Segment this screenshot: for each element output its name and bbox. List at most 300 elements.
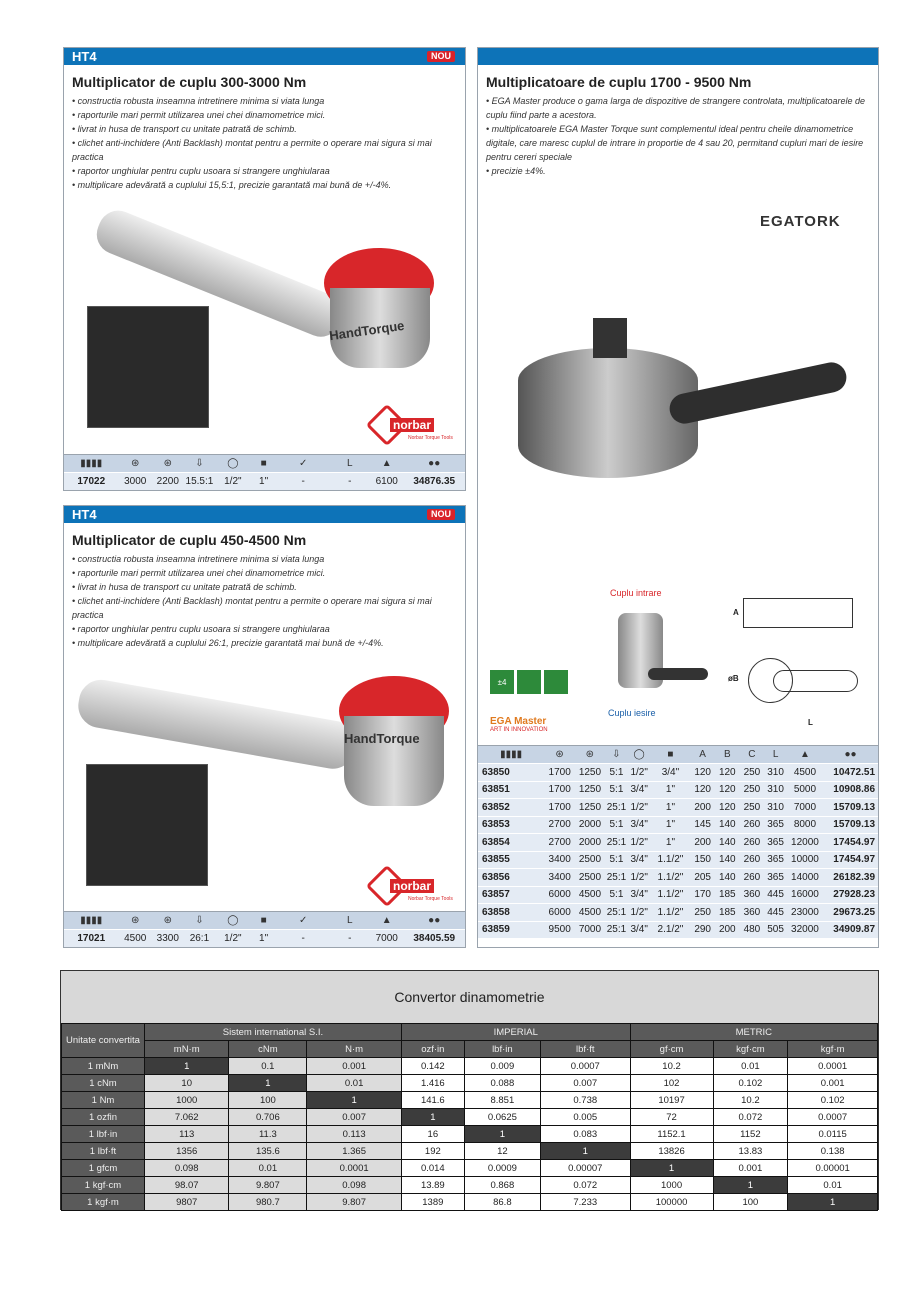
- table-cell: 86.8: [464, 1194, 540, 1211]
- row-label: 1 lbf·in: [62, 1126, 145, 1143]
- table-cell: 4500: [793, 766, 817, 778]
- barcode-icon: ▮▮▮▮: [80, 458, 103, 469]
- max-input-icon: ⊛: [555, 749, 564, 760]
- table-cell: 250: [694, 906, 711, 918]
- table-cell: 1/2": [630, 766, 648, 778]
- unit-header: cNm: [229, 1041, 307, 1058]
- table-cell: 9.807: [229, 1177, 307, 1194]
- table-row: [478, 851, 878, 869]
- table-cell: 4500: [578, 906, 602, 918]
- table-cell: 16: [401, 1126, 464, 1143]
- table-row: [478, 903, 878, 921]
- table-cell: 140: [718, 871, 736, 883]
- max-output-icon: ⊛: [585, 749, 595, 760]
- table-cell: 10197: [630, 1092, 713, 1109]
- table-cell: 3/4": [630, 889, 648, 901]
- table-cell: 0.007: [540, 1075, 630, 1092]
- table-cell: 360: [743, 906, 761, 918]
- table-cell: 25:1: [606, 801, 627, 813]
- new-badge: NOU: [427, 509, 455, 520]
- table-cell: 2500: [578, 854, 602, 866]
- table-cell: 34876.35: [413, 475, 456, 487]
- table-cell: 0.113: [307, 1126, 402, 1143]
- table-cell: 1: [464, 1126, 540, 1143]
- table-cell: 2700: [548, 836, 571, 848]
- table-cell: 10: [145, 1075, 229, 1092]
- label-torque-in: Cuplu intrare: [610, 588, 662, 598]
- unit-header: lbf·in: [464, 1041, 540, 1058]
- table-cell: 0.102: [788, 1092, 878, 1109]
- table-cell: 0.083: [540, 1126, 630, 1143]
- table-cell: 365: [767, 871, 784, 883]
- table-cell: 0.098: [145, 1160, 229, 1177]
- table-cell: 63853: [482, 819, 510, 831]
- row-label: 1 ozfin: [62, 1109, 145, 1126]
- output-square-icon: ■: [260, 915, 267, 926]
- table-cell: 140: [718, 854, 736, 866]
- table-row: [62, 1075, 878, 1092]
- table-cell: 290: [694, 924, 711, 936]
- table-cell: 1: [788, 1194, 878, 1211]
- unit-header-row: [62, 1041, 878, 1058]
- table-cell: 260: [743, 854, 761, 866]
- unit-header: lbf·ft: [540, 1041, 630, 1058]
- torque-converter-table: [60, 970, 879, 1210]
- bullet-item: • constructia robusta inseamna intretinere minima si viata lunga: [72, 554, 325, 564]
- price-icon: ●●: [428, 915, 441, 926]
- table-cell: 0.001: [307, 1058, 402, 1075]
- table-cell: 260: [743, 819, 761, 831]
- new-badge: NOU: [427, 51, 455, 62]
- table-cell: 250: [743, 784, 761, 796]
- table-cell: 102: [630, 1075, 713, 1092]
- product-panel-ht4-4500: [63, 505, 466, 948]
- table-cell: 5:1: [609, 889, 624, 901]
- input-square-icon: ◯: [227, 458, 239, 469]
- table-cell: 0.0007: [788, 1109, 878, 1126]
- dimension-diagram: A øB L: [713, 578, 863, 738]
- table-cell: 5000: [793, 784, 817, 796]
- row-header-label: Unitate convertita: [62, 1024, 145, 1058]
- table-cell: 63851: [482, 784, 510, 796]
- table-cell: 1: [630, 1160, 713, 1177]
- table-cell: 3300: [156, 932, 179, 944]
- table-cell: 9807: [145, 1194, 229, 1211]
- table-row: [64, 472, 465, 490]
- table-cell: 63856: [482, 871, 510, 883]
- bullet-item: • raportor unghiular pentru cuplu usoara si strangere unghiularaa: [72, 624, 330, 634]
- table-row: [478, 798, 878, 816]
- table-cell: 0.138: [788, 1143, 878, 1160]
- table-cell: 2200: [156, 475, 179, 487]
- table-cell: 1: [540, 1143, 630, 1160]
- table-cell: 1.1/2": [657, 854, 684, 866]
- table-cell: 120: [718, 784, 736, 796]
- table-cell: 445: [767, 906, 784, 918]
- product-panel-ega: [477, 47, 879, 948]
- table-cell: 4500: [124, 932, 147, 944]
- table-cell: 141.6: [401, 1092, 464, 1109]
- table-cell: 7000: [578, 924, 602, 936]
- table-cell: 1.1/2": [657, 871, 684, 883]
- table-cell: 100: [713, 1194, 788, 1211]
- row-label: 1 lbf·ft: [62, 1143, 145, 1160]
- case-icon: [544, 670, 568, 694]
- table-cell: 2000: [578, 819, 602, 831]
- table-cell: 100: [229, 1092, 307, 1109]
- table-header-row: [64, 911, 465, 929]
- input-square-icon: ◯: [227, 915, 239, 926]
- table-cell: 25:1: [606, 924, 627, 936]
- bullet-item: • precizie ±4%.: [486, 166, 546, 176]
- max-output-icon: ⊛: [163, 915, 172, 926]
- bullet-list: [64, 552, 465, 650]
- product-code: HT4: [72, 507, 97, 522]
- table-cell: 1/2": [630, 871, 648, 883]
- price-icon: ●●: [844, 749, 857, 760]
- table-cell: 0.0001: [307, 1160, 402, 1177]
- table-cell: 1.1/2": [657, 889, 684, 901]
- table-cell: 5:1: [609, 784, 624, 796]
- table-cell: 200: [694, 801, 711, 813]
- product-table: [64, 454, 465, 490]
- table-cell: 26:1: [189, 932, 210, 944]
- length-header: L: [347, 915, 353, 926]
- table-cell: 63852: [482, 801, 510, 813]
- table-cell: 113: [145, 1126, 229, 1143]
- unit-header: kgf·m: [788, 1041, 878, 1058]
- row-label: 1 Nm: [62, 1092, 145, 1109]
- table-cell: 23000: [791, 906, 819, 918]
- table-cell: 0.00007: [540, 1160, 630, 1177]
- product-table: [478, 745, 878, 938]
- input-square-icon: ◯: [633, 749, 645, 760]
- group-header: METRIC: [630, 1024, 877, 1041]
- product-table: [64, 911, 465, 947]
- table-cell: 6000: [548, 889, 571, 901]
- table-cell: 13.83: [713, 1143, 788, 1160]
- unit-header: mN·m: [145, 1041, 229, 1058]
- table-cell: 1/2": [630, 801, 648, 813]
- table-cell: 17021: [77, 932, 106, 944]
- table-cell: 1: [713, 1177, 788, 1194]
- table-cell: 0.088: [464, 1075, 540, 1092]
- table-row: [62, 1143, 878, 1160]
- table-cell: 27928.23: [833, 889, 876, 901]
- table-row: [62, 1126, 878, 1143]
- table-row: [478, 868, 878, 886]
- row-label: 1 kgf·cm: [62, 1177, 145, 1194]
- unit-header: kgf·cm: [713, 1041, 788, 1058]
- table-cell: 2700: [548, 819, 571, 831]
- table-cell: 17022: [77, 475, 106, 487]
- table-cell: 260: [743, 836, 761, 848]
- ega-master-logo: EGA Master ART IN INNOVATION: [490, 716, 548, 733]
- bullet-item: • multiplicare adevărată a cuplului 15,5:1, precizie garantată mai bună de +/-4%.: [72, 180, 392, 190]
- table-row: [62, 1177, 878, 1194]
- table-cell: 4500: [578, 889, 602, 901]
- table-cell: 1/2": [630, 836, 648, 848]
- table-cell: 14000: [791, 871, 819, 883]
- case-image: [87, 306, 209, 428]
- table-cell: 16000: [791, 889, 819, 901]
- table-cell: 1000: [145, 1092, 229, 1109]
- max-input-icon: ⊛: [131, 915, 140, 926]
- table-cell: 200: [718, 924, 736, 936]
- bullet-item: • multiplicatoarele EGA Master Torque sunt complementul ideal pentru cheile dinamometrice digitale, care maresc cuplul de intrare in proportie de 4 sau 20, permitand cupluri mari de iesire pentru cereri speciale: [486, 124, 864, 162]
- ratio-icon: ⇩: [195, 458, 204, 469]
- table-cell: 6100: [375, 475, 398, 487]
- ratio-icon: ⇩: [195, 915, 204, 926]
- accuracy-icon: ±4: [490, 670, 514, 694]
- table-cell: 2500: [578, 871, 602, 883]
- table-cell: 15.5:1: [185, 475, 214, 487]
- egatork-logo: EGATORK: [760, 213, 841, 230]
- table-cell: 1/2": [224, 932, 242, 944]
- barcode-icon: ▮▮▮▮: [500, 749, 523, 760]
- table-cell: 38405.59: [413, 932, 456, 944]
- table-cell: 5:1: [609, 766, 624, 778]
- table-cell: 0.001: [713, 1160, 788, 1177]
- table-cell: -: [301, 932, 305, 944]
- table-cell: 8.851: [464, 1092, 540, 1109]
- table-cell: 7000: [375, 932, 398, 944]
- table-cell: 145: [694, 819, 711, 831]
- table-cell: 12: [464, 1143, 540, 1160]
- table-cell: 17454.97: [833, 854, 876, 866]
- table-row: [478, 921, 878, 939]
- table-cell: -: [348, 475, 352, 487]
- unit-header: gf·cm: [630, 1041, 713, 1058]
- table-cell: 63858: [482, 906, 510, 918]
- table-cell: 1250: [578, 766, 602, 778]
- table-cell: 1250: [578, 801, 602, 813]
- max-input-icon: ⊛: [131, 458, 140, 469]
- table-cell: 0.005: [540, 1109, 630, 1126]
- group-header: Sistem international S.I.: [145, 1024, 402, 1041]
- table-cell: 26182.39: [833, 871, 876, 883]
- table-cell: 1250: [578, 784, 602, 796]
- table-cell: 0.072: [713, 1109, 788, 1126]
- table-cell: 192: [401, 1143, 464, 1160]
- table-cell: 200: [694, 836, 711, 848]
- bullet-item: • clichet anti-inchidere (Anti Backlash) montat pentru a permite o operare mai sigura si mai practica: [72, 596, 432, 620]
- spring-icon: [517, 670, 541, 694]
- table-row: [62, 1160, 878, 1177]
- table-cell: 1: [229, 1075, 307, 1092]
- table-cell: 0.01: [713, 1058, 788, 1075]
- table-cell: -: [301, 475, 305, 487]
- bullet-item: • raportor unghiular pentru cuplu usoara si strangere unghiularaa: [72, 166, 330, 176]
- table-cell: 3/4": [630, 854, 648, 866]
- table-cell: 250: [743, 801, 761, 813]
- table-cell: 0.1: [229, 1058, 307, 1075]
- table-cell: 310: [767, 766, 784, 778]
- table-cell: 3/4": [630, 924, 648, 936]
- table-row: [478, 833, 878, 851]
- bullet-item: • raporturile mari permit utilizarea unei chei dinamometrice mici.: [72, 568, 326, 578]
- dim-l-header: L: [772, 749, 779, 760]
- table-cell: 445: [767, 889, 784, 901]
- torque-in-out-image: [603, 603, 713, 703]
- output-square-icon: ■: [260, 458, 267, 469]
- table-cell: 10472.51: [833, 766, 876, 778]
- table-cell: 205: [694, 871, 711, 883]
- label-torque-out: Cuplu iesire: [608, 708, 656, 718]
- table-cell: -: [348, 932, 352, 944]
- table-cell: 170: [694, 889, 711, 901]
- table-cell: 0.0009: [464, 1160, 540, 1177]
- row-label: 1 mNm: [62, 1058, 145, 1075]
- unit-header: ozf·in: [401, 1041, 464, 1058]
- table-cell: 0.102: [713, 1075, 788, 1092]
- table-cell: 1356: [145, 1143, 229, 1160]
- table-cell: 250: [743, 766, 761, 778]
- table-cell: 1000: [630, 1177, 713, 1194]
- angle-icon: ✓: [298, 458, 308, 469]
- table-row: [64, 929, 465, 947]
- table-cell: 63854: [482, 836, 510, 848]
- table-cell: 32000: [791, 924, 819, 936]
- table-cell: 5:1: [609, 819, 624, 831]
- product-label: HandTorque: [328, 317, 406, 344]
- table-cell: 15709.13: [833, 801, 876, 813]
- table-row: [478, 763, 878, 781]
- table-cell: 3/4": [630, 819, 648, 831]
- table-cell: 140: [718, 819, 736, 831]
- table-cell: 0.01: [307, 1075, 402, 1092]
- panel-header: [478, 48, 878, 65]
- table-cell: 25:1: [606, 871, 627, 883]
- table-cell: 10.2: [713, 1092, 788, 1109]
- table-cell: 1: [307, 1092, 402, 1109]
- table-cell: 0.738: [540, 1092, 630, 1109]
- norbar-logo: norbar Norbar Torque Tools: [372, 871, 460, 909]
- product-title: Multiplicatoare de cuplu 1700 - 9500 Nm: [486, 74, 752, 90]
- table-cell: 185: [718, 906, 736, 918]
- bullet-item: • constructia robusta inseamna intretinere minima si viata lunga: [72, 96, 325, 106]
- weight-icon: ▲: [381, 915, 392, 926]
- table-cell: 7000: [793, 801, 817, 813]
- table-cell: 8000: [793, 819, 817, 831]
- table-cell: 0.098: [307, 1177, 402, 1194]
- table-cell: 1": [259, 475, 269, 487]
- table-cell: 1/2": [630, 906, 648, 918]
- table-header-row: [478, 745, 878, 763]
- feature-icons: [490, 670, 568, 694]
- table-cell: 1": [665, 784, 676, 796]
- table-cell: 0.0001: [788, 1058, 878, 1075]
- table-cell: 0.00001: [788, 1160, 878, 1177]
- table-cell: 29673.25: [833, 906, 876, 918]
- table-cell: 135.6: [229, 1143, 307, 1160]
- table-cell: 1.365: [307, 1143, 402, 1160]
- table-cell: 7.233: [540, 1194, 630, 1211]
- table-cell: 0.142: [401, 1058, 464, 1075]
- table-cell: 1": [665, 819, 676, 831]
- output-square-icon: ■: [667, 749, 674, 760]
- table-cell: 365: [767, 819, 784, 831]
- table-cell: 0.0007: [540, 1058, 630, 1075]
- bullet-item: • livrat in husa de transport cu unitate patrată de schimb.: [72, 124, 297, 134]
- product-code: HT4: [72, 49, 97, 64]
- weight-icon: ▲: [800, 749, 810, 760]
- table-cell: 0.007: [307, 1109, 402, 1126]
- table-cell: 1.416: [401, 1075, 464, 1092]
- table-cell: 185: [718, 889, 736, 901]
- table-cell: 10.2: [630, 1058, 713, 1075]
- table-cell: 100000: [630, 1194, 713, 1211]
- table-cell: 10000: [791, 854, 819, 866]
- table-cell: 3/4": [630, 784, 648, 796]
- table-cell: 1/2": [224, 475, 242, 487]
- table-row: [62, 1092, 878, 1109]
- dim-c-header: C: [748, 749, 756, 760]
- table-header-row: [64, 454, 465, 472]
- weight-icon: ▲: [381, 458, 392, 469]
- dim-b-header: B: [723, 749, 731, 760]
- table-cell: 63855: [482, 854, 510, 866]
- product-label: HandTorque: [344, 731, 420, 746]
- table-cell: 0.072: [540, 1177, 630, 1194]
- table-cell: 1": [259, 932, 269, 944]
- length-header: L: [347, 458, 353, 469]
- table-cell: 3/4": [661, 766, 680, 778]
- table-cell: 1700: [548, 766, 571, 778]
- table-cell: 360: [743, 889, 761, 901]
- bullet-item: • raporturile mari permit utilizarea unei chei dinamometrice mici.: [72, 110, 326, 120]
- dim-a-header: A: [699, 749, 706, 760]
- product-panel-ht4-3000: [63, 47, 466, 491]
- table-cell: 17454.97: [833, 836, 876, 848]
- table-cell: 365: [767, 836, 784, 848]
- bullet-list: [478, 94, 878, 178]
- panel-header: [64, 506, 465, 523]
- table-cell: 480: [743, 924, 761, 936]
- table-cell: 11.3: [229, 1126, 307, 1143]
- table-cell: 310: [767, 801, 784, 813]
- table-cell: 3000: [124, 475, 147, 487]
- panel-header: [64, 48, 465, 65]
- table-cell: 6000: [548, 906, 571, 918]
- table-cell: 0.009: [464, 1058, 540, 1075]
- unit-header: N·m: [307, 1041, 402, 1058]
- table-cell: 10908.86: [833, 784, 876, 796]
- table-cell: 34909.87: [833, 924, 876, 936]
- row-label: 1 cNm: [62, 1075, 145, 1092]
- table-cell: 0.868: [464, 1177, 540, 1194]
- table-cell: 150: [694, 854, 711, 866]
- product-title: Multiplicator de cuplu 450-4500 Nm: [72, 532, 307, 548]
- table-cell: 1152.1: [630, 1126, 713, 1143]
- table-cell: 140: [718, 836, 736, 848]
- table-cell: 0.0625: [464, 1109, 540, 1126]
- barcode-icon: ▮▮▮▮: [80, 915, 103, 926]
- table-cell: 0.014: [401, 1160, 464, 1177]
- converter-title: Convertor dinamometrie: [61, 971, 878, 1023]
- table-row: [478, 816, 878, 834]
- table-cell: 5:1: [609, 854, 624, 866]
- table-cell: 1700: [548, 784, 571, 796]
- table-cell: 0.0115: [788, 1126, 878, 1143]
- table-row: [62, 1109, 878, 1126]
- table-cell: 1: [145, 1058, 229, 1075]
- table-row: [62, 1194, 878, 1211]
- angle-icon: ✓: [298, 915, 308, 926]
- table-cell: 63857: [482, 889, 510, 901]
- row-label: 1 gfcm: [62, 1160, 145, 1177]
- price-icon: ●●: [428, 458, 441, 469]
